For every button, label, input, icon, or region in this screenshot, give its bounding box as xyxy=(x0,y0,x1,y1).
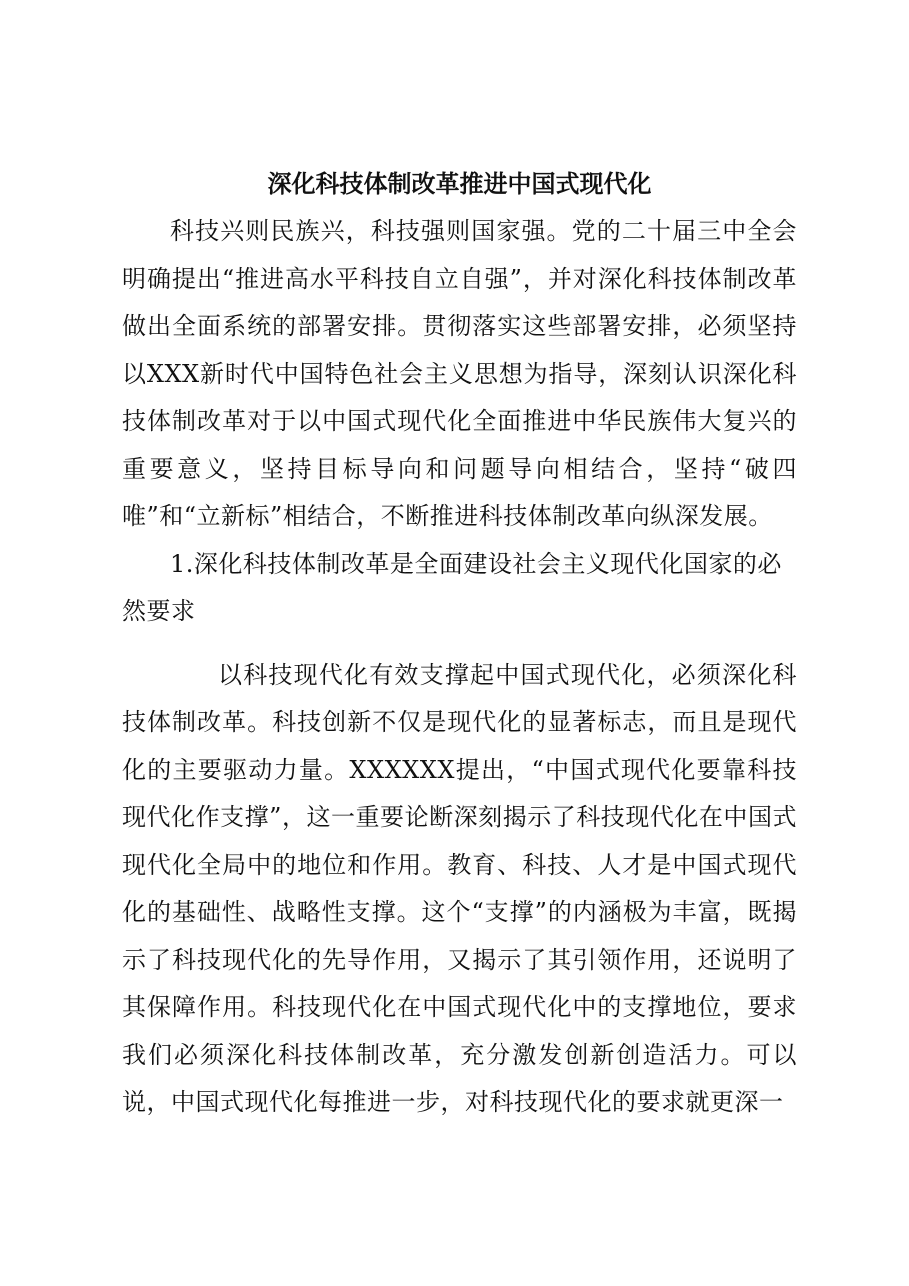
document-page xyxy=(122,160,797,1127)
body-paragraph: 以科技现代化有效支撑起中国式现代化，必须深化科技体制改革。科技创新不仅是现代化的显著标志，而且是现代化的主要驱动力量。XXXXXX提出，“中国式现代化要靠科技现代化作支撑”，这一重要论断深刻揭示了科技现代化在中国式现代化全局中的地位和作用。教育、科技、人才是中国式现代化的基础性、战略性支撑。这个“支撑”的内涵极为丰富，既揭示了科技现代化的先导作用，又揭示了其引领作用，还说明了其保障作用。科技现代化在中国式现代化中的支撑地位，要求我们必须深化科技体制改革，充分激发创新创造活力。可以说，中国式现代化每推进一步，对科技现代化的要求就更深一 xyxy=(122,660,797,1116)
section-heading: 1.深化科技体制改革是全面建设社会主义现代化国家的必然要求 xyxy=(122,549,782,625)
intro-paragraph: 科技兴则民族兴，科技强则国家强。党的二十届三中全会明确提出“推进高水平科技自立自强”，并对深化科技体制改革做出全面系统的部署安排。贯彻落实这些部署安排，必须坚持以XXX新时代中国特色社会主义思想为指导，深刻认识深化科技体制改革对于以中国式现代化全面推进中华民族伟大复兴的重要意义，坚持目标导向和问题导向相结合，坚持“破四唯”和“立新标”相结合，不断推进科技体制改革向纵深发展。 xyxy=(122,217,797,530)
document-title: 深化科技体制改革推进中国式现代化 xyxy=(267,169,652,198)
